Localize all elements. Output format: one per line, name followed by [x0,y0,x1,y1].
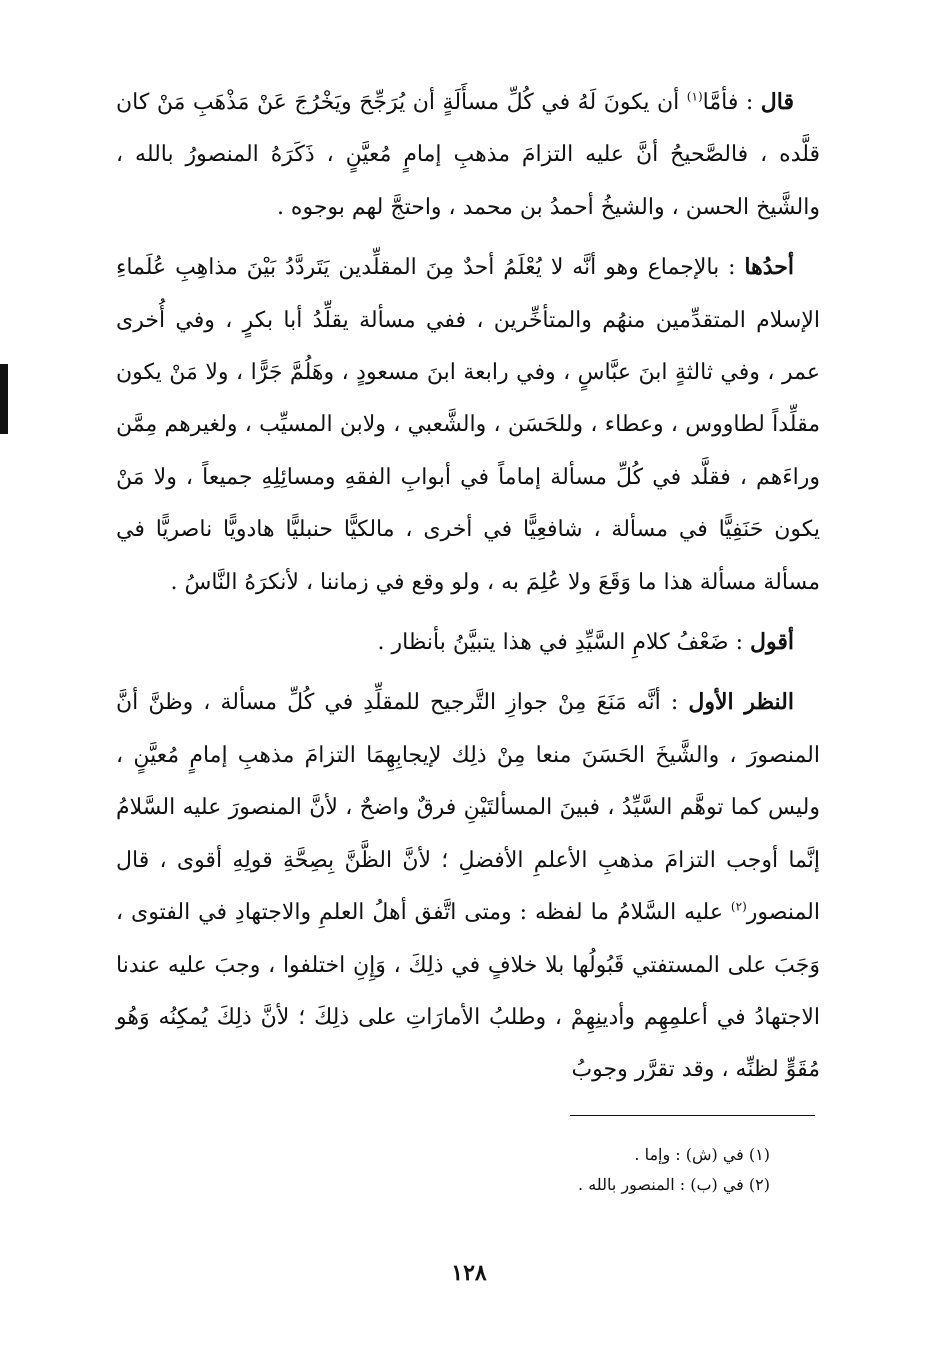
paragraph-3-text: : ضَعْفُ كلامِ السَّيِّدِ في هذا يتبيَّنُ بأنظار . [377,630,751,656]
paragraph-1-before-ref: : فأمَّا [702,90,761,115]
footnote-divider [570,1115,815,1116]
paragraph-1-text: أن يكونَ لَهُ في كُلِّ مسأَلَةٍ أن يُرَجِّحَ ويَخْرُجَ عَنْ مَذْهَبِ مَنْ كان قلَّده ، فالصَّحيحُ أنَّ عليه التزامَ مذهبِ إمامٍ مُعيَّنٍ ، ذَكَرَهُ المنصورُ بالله ، والشَّيخ الحسن ، والشيخُ أحمدُ بن محمد ، واحتجَّ لهم بوجوه . [116,90,820,220]
paragraph-2 [116,241,820,609]
paragraph-4-lead: النظر الأول [688,689,794,716]
binding-edge-mark [0,364,8,434]
footnote-ref-1: (١) [686,89,703,104]
paragraph-1-lead: قال [760,89,794,115]
paragraph-4-text: عليه السَّلامُ ما لفظه : ومتى اتَّفق أهلُ العلمِ والاجتهادِ في الفتوى ، وَجَبَ على المستفتي قَبُولُها بلا خلافٍ في ذلِكَ ، وَإِنِ اختلفوا ، وجبَ عليه عندنا الاجتهادُ في أعلمِهِم وأدينِهِمْ ، وطلبُ الأمارَاتِ على ذلِكَ ؛ لأنَّ ذلِكَ يُمكِنُه وَهُو مُقَوٍّ لظنِّه ، وقد تقرَّر وجوبُ [116,900,820,1083]
footnote-2: (٢) في (ب) : المنصور بالله . [578,1175,770,1194]
footnotes [300,1140,770,1200]
paragraph-4-before-ref: : أنَّه مَنَعَ مِنْ جوازِ التَّرجيح للمقلِّدِ في كُلِّ مسألة ، وظنَّ أنَّ المنصورَ ، والشَّيخَ الحَسَنَ منعا مِنْ ذلِك لإيجابِهِمَا التزامَ مذهبِ إمامٍ مُعيَّنٍ ، وليس كما توهَّم السَّيِّدُ ، فبينَ المسألتَيْنِ فرقٌ واضحٌ ، لأنَّ المنصورَ عليه السَّلامُ إنَّما أوجب التزامَ مذهبِ الأعلمِ الأفضلِ ؛ لأنَّ الظَّنَّ بِصِحَّةِ قولِهِ أقوى ، قال المنصور [116,690,820,926]
main-text [116,76,820,1097]
page-number: ١٢٨ [451,1260,487,1286]
paragraph-2-text: : بالإجماع وهو أنَّه لا يُعْلَمُ أحدٌ مِنَ المقلِّدين يَتَردَّدُ بَيْنَ مذاهِبِ عُلَماءِ الإسلام المتقدِّمين منهُم والمتأخِّرين ، ففي مسألة يقلِّدُ أبا بكرٍ ، وفي أُخرى عمر ، وفي ثالثةٍ ابنَ عبَّاسٍ ، وفي رابعة ابنَ مسعودٍ ، وهَلُمَّ جَرًّا ، ولا مَنْ يكون مقلِّداً لطاووس ، وعطاء ، وللحَسَن ، والشَّعبي ، ولابن المسيِّب ، ولغيرهم مِمَّن وراءَهم ، فقلَّد في كُلِّ مسألة إماماً في أبوابِ الفقهِ ومسائِلِهِ جميعاً ، ولا مَنْ يكون حَنَفِيًّا في مسألة ، شافعِيًّا في أخرى ، مالكيًّا حنبليًّا هادويًّا ناصريًّا في مسألة مسألة هذا ما وَقَعَ ولا عُلِمَ به ، ولو وقع في زماننا ، لأنكرَهُ النَّاسُ . [116,255,820,595]
paragraph-1 [116,76,820,234]
footnote-1: (١) في (ش) : وإما . [634,1145,770,1164]
footnote-ref-2: (٢) [730,899,747,914]
paragraph-4 [116,676,820,1096]
paragraph-3-lead: أقول [750,629,794,656]
paragraph-2-lead: أحدُها [744,254,794,281]
paragraph-3 [116,616,820,669]
